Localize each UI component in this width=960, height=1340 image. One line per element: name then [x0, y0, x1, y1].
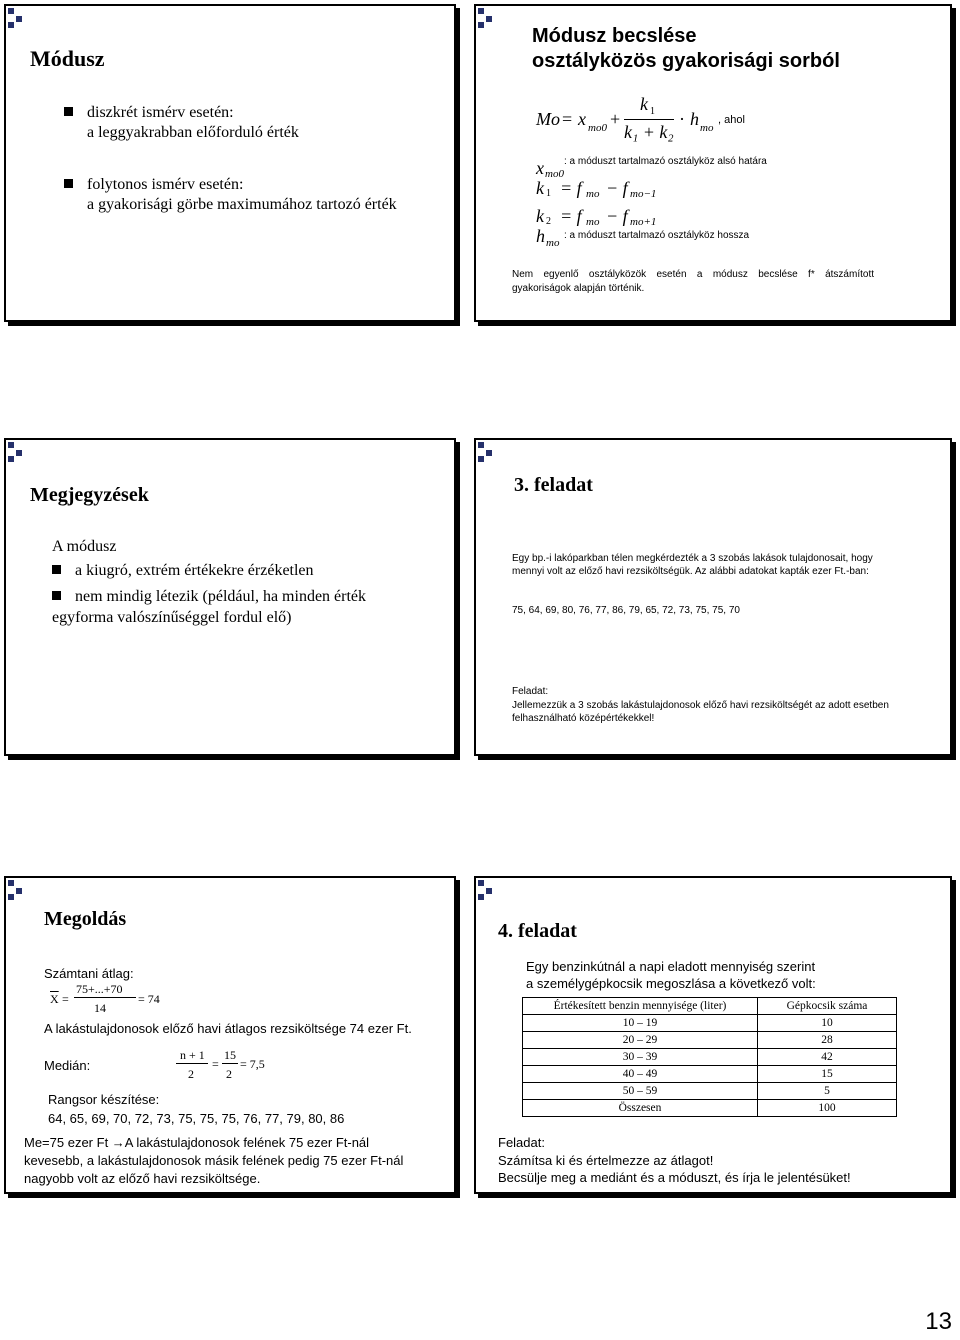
rank-label: Rangsor készítése:: [48, 1092, 160, 1107]
slide-corner-decoration: [478, 442, 498, 462]
bullet-outliers: a kiugró, extrém értékekre érzéketlen: [52, 562, 314, 580]
slide-title: Módusz becslése osztályközös gyakorisági sorból: [532, 25, 840, 72]
fuel-distribution-table: [522, 997, 897, 1117]
median-label: Medián:: [44, 1058, 91, 1073]
bullet-icon: [52, 591, 61, 600]
fraction-bar: [74, 997, 136, 998]
slide-title: 3. feladat: [514, 474, 593, 496]
note-text: Nem egyenlő osztályközök esetén a módusz becslése f* átszámított gyakoriságok alapján történik.: [512, 269, 874, 294]
table-row: 50 – 59 5: [523, 1083, 897, 1100]
mean-label: Számtani átlag:: [44, 966, 134, 981]
slide-title: Megjegyzések: [30, 484, 149, 506]
bullet-icon: [64, 107, 73, 116]
task-text: Jellemezzük a 3 szobás lakástulajdonosok előző havi rezsiköltségét az adott esetben felhasználható középértékekkel!: [512, 700, 889, 724]
column-header: Gépkocsik száma: [758, 998, 897, 1015]
intro-text: A módusz: [52, 538, 117, 555]
slide-title: Módusz: [30, 46, 105, 71]
bullet-icon: [52, 565, 61, 574]
task-description: Egy bp.-i lakóparkban télen megkérdezték a 3 szobás lakások tulajdonosait, hogy mennyi volt az előző havi rezsiköltségük. Az alábbi adatokat kapták ezer Ft.-ban:: [512, 553, 873, 577]
bullet-icon: [64, 179, 73, 188]
slide-corner-decoration: [8, 8, 28, 28]
bullet-discrete: diszkrét ismérv esetén: a leggyakrabban előforduló érték: [64, 103, 299, 143]
intro-text: Egy benzinkútnál a napi eladott mennyiség szerint a személygépkocsik megoszlása a következő volt:: [526, 959, 816, 991]
page-number: 13: [925, 1308, 952, 1335]
fraction-bar: [624, 119, 674, 120]
slide-title: Megoldás: [44, 908, 127, 930]
slide-corner-decoration: [8, 880, 28, 900]
table-row: 30 – 39 42: [523, 1049, 897, 1066]
column-header: Értékesített benzin mennyisége (liter): [523, 998, 758, 1015]
slide-feladat-4: [474, 876, 952, 1194]
task-block: Feladat: Számítsa ki és értelmezze az átlagot! Becsülje meg a mediánt és a móduszt, és írja le jelentésüket!: [498, 1135, 851, 1185]
bullet-continuous: folytonos ismérv esetén: a gyakorisági görbe maximumához tartozó érték: [64, 175, 397, 215]
slide-feladat-3: [474, 438, 952, 756]
table-row: 40 – 49 15: [523, 1066, 897, 1083]
data-values: 75, 64, 69, 80, 76, 77, 86, 79, 65, 72, 73, 75, 75, 70: [512, 605, 740, 616]
slide-megoldas: [4, 876, 456, 1194]
slide-corner-decoration: [478, 880, 498, 900]
slide-modusz-becslese: [474, 4, 952, 322]
fraction-bar: [222, 1063, 238, 1064]
bullet-existence: nem mindig létezik (például, ha minden érték egyforma valószínűséggel fordul elő): [52, 588, 367, 626]
conclusion: Me=75 ezer Ft →A lakástulajdonosok felének 75 ezer Ft-nál kevesebb, a lakástulajdonosok másik felének pedig 75 ezer Ft-nál nagyobb volt az előző havi rezsiköltsége.: [24, 1135, 404, 1186]
slide-corner-decoration: [8, 442, 28, 462]
arrow-right-icon: →: [111, 1135, 125, 1150]
def-k1: k 1 = f mo − f mo−1: [536, 178, 657, 200]
def-x-mo0: x mo0 : a móduszt tartalmazó osztályköz alsó határa: [536, 156, 767, 180]
table-row: 10 – 19 10: [523, 1015, 897, 1032]
slide-title: 4. feladat: [498, 920, 577, 942]
mean-formula: $\overline{X}$ = 75+...+70 14 = 74: [50, 982, 160, 1015]
slide-modusz: [4, 4, 456, 322]
fraction-bar: [176, 1063, 208, 1064]
task-label: Feladat:: [512, 686, 549, 697]
table-total-row: Összesen 100: [523, 1100, 897, 1117]
mean-interpretation: A lakástulajdonosok előző havi átlagos rezsiköltsége 74 ezer Ft.: [44, 1021, 412, 1036]
median-formula: n + 1 2 = 15 2 = 7,5: [176, 1048, 296, 1084]
def-k2: k 2 = f mo − f mo+1: [536, 206, 657, 228]
rank-values: 64, 65, 69, 70, 72, 73, 75, 75, 75, 76, 77, 79, 80, 86: [48, 1111, 345, 1126]
slide-megjegyzesek: [4, 438, 456, 756]
slide-corner-decoration: [478, 8, 498, 28]
def-h-mo: h mo : a móduszt tartalmazó osztályköz hossza: [536, 226, 750, 249]
table-row: 20 – 29 28: [523, 1032, 897, 1049]
modus-formula: Mo = x mo0 + k 1 k₁ + k₂ · h mo , ahol: [536, 94, 745, 142]
